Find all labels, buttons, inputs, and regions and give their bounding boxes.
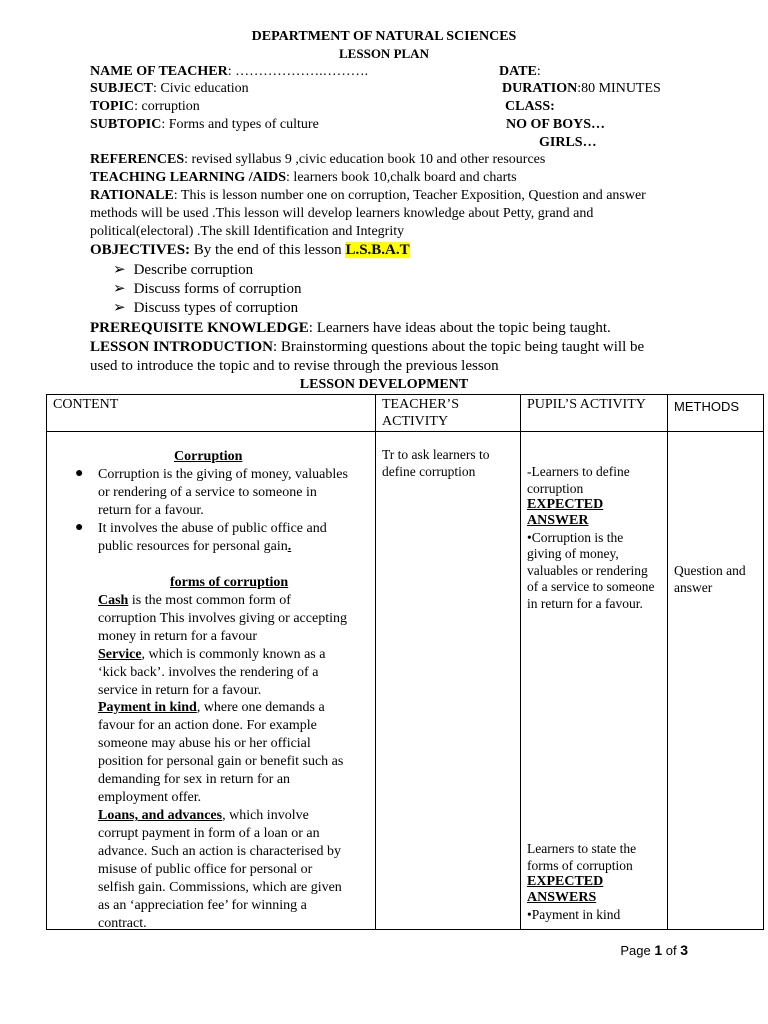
- forms-heading: forms of corruption: [170, 575, 289, 590]
- text-line: public resources for personal gain.: [98, 539, 292, 554]
- text-line: employment offer.: [98, 790, 202, 805]
- text-line: It involves the abuse of public office and: [98, 521, 327, 536]
- introduction-line: LESSON INTRODUCTION: Brainstorming questions about the topic being taught will be: [90, 339, 645, 355]
- prerequisite-line: PREREQUISITE KNOWLEDGE: Learners have ideas about the topic being taught.: [90, 320, 611, 336]
- text-line: misuse of public office for personal or: [98, 862, 313, 877]
- text-line: •Corruption is the: [527, 530, 624, 545]
- expected-label: ANSWER: [527, 513, 589, 528]
- expected-label: ANSWERS: [527, 890, 597, 905]
- text-line: Tr to ask learners to: [382, 447, 490, 462]
- text-line: corruption: [527, 481, 584, 496]
- references-line: REFERENCES: revised syllabus 9 ,civic education book 10 and other resources: [90, 152, 546, 167]
- text-line: ‘kick back’. involves the rendering of a: [98, 665, 319, 680]
- text-line: advance. Such an action is characterised by: [98, 844, 341, 859]
- bullet-icon: ●: [75, 466, 84, 481]
- text-line: contract.: [98, 916, 147, 931]
- text-line: selfish gain. Commissions, which are given: [98, 880, 342, 895]
- introduction-line-2: used to introduce the topic and to revise through the previous lesson: [90, 358, 499, 374]
- text-line: valuables or rendering: [527, 563, 648, 578]
- text-line: favour for an action done. For example: [98, 718, 317, 733]
- girls-line: GIRLS…: [539, 135, 597, 150]
- lsbat-highlight: L.S.B.A.T: [345, 242, 410, 258]
- text-line: Question and: [674, 563, 746, 578]
- lesson-development-table: [46, 394, 764, 930]
- header-pupil-activity: PUPIL’S ACTIVITY: [521, 395, 668, 432]
- teacher-activity-cell: [376, 432, 521, 930]
- teacher-line: NAME OF TEACHER: ……………….……….: [90, 64, 369, 79]
- text-line: corrupt payment in form of a loan or an: [98, 826, 320, 841]
- text-line: of a service to someone: [527, 579, 655, 594]
- text-line: in return for a favour.: [527, 596, 643, 611]
- text-line: giving of money,: [527, 546, 619, 561]
- text-line: Learners to state the: [527, 841, 637, 856]
- pupil-activity-cell: [521, 432, 668, 930]
- duration-line: DURATION:80 MINUTES: [502, 81, 661, 96]
- text-line: Cash is the most common form of: [98, 593, 291, 608]
- header-teacher-activity: TEACHER’S ACTIVITY: [376, 395, 521, 432]
- text-line: money in return for a favour: [98, 629, 257, 644]
- page-footer: Page 1 of 3: [620, 942, 688, 958]
- header-content: CONTENT: [47, 395, 376, 432]
- text-line: corruption This involves giving or accepting: [98, 611, 347, 626]
- text-line: as an ‘appreciation fee’ for winning a: [98, 898, 307, 913]
- text-line: define corruption: [382, 464, 476, 479]
- header-methods: METHODS: [668, 395, 764, 432]
- aids-line: TEACHING LEARNING /AIDS: learners book 10,chalk board and charts: [90, 170, 517, 185]
- class-line: CLASS:: [505, 99, 555, 114]
- date-line: DATE:: [499, 64, 541, 79]
- text-line: service in return for a favour.: [98, 683, 262, 698]
- text-line: Service, which is commonly known as a: [98, 647, 326, 662]
- text-line: •Payment in kind: [527, 907, 621, 922]
- lesson-plan-title: LESSON PLAN: [339, 46, 429, 61]
- content-cell: [47, 432, 376, 930]
- rationale-line-3: political(electoral) .The skill Identification and Integrity: [90, 224, 405, 239]
- text-line: forms of corruption: [527, 858, 633, 873]
- text-line: return for a favour.: [98, 503, 204, 518]
- arrow-bullet-icon: ➢: [113, 300, 126, 316]
- arrow-bullet-icon: ➢: [113, 262, 126, 278]
- objective-item: ➢ Discuss forms of corruption: [113, 281, 302, 297]
- text-line: Corruption is the giving of money, valuables: [98, 467, 348, 482]
- expected-label: EXPECTED: [527, 497, 604, 512]
- text-line: -Learners to define: [527, 464, 630, 479]
- table-header-row: [47, 395, 764, 432]
- arrow-bullet-icon: ➢: [113, 281, 126, 297]
- corruption-heading: Corruption: [174, 449, 243, 464]
- methods-cell: [668, 432, 764, 930]
- objective-item: ➢ Describe corruption: [113, 262, 254, 278]
- department-title: DEPARTMENT OF NATURAL SCIENCES: [251, 29, 517, 44]
- text-line: Loans, and advances, which involve: [98, 808, 309, 823]
- lesson-development-title: LESSON DEVELOPMENT: [299, 377, 469, 392]
- table-row: [47, 432, 764, 930]
- bullet-icon: ●: [75, 520, 84, 535]
- subject-line: SUBJECT: Civic education: [90, 81, 249, 96]
- objectives-line: OBJECTIVES: By the end of this lesson L.S.B.A.T: [90, 242, 410, 258]
- boys-line: NO OF BOYS…: [506, 117, 606, 132]
- text-line: or rendering of a service to someone in: [98, 485, 317, 500]
- text-line: position for personal gain or benefit such as: [98, 754, 344, 769]
- rationale-line: RATIONALE: This is lesson number one on corruption, Teacher Exposition, Question and answer: [90, 188, 646, 203]
- expected-label: EXPECTED: [527, 874, 604, 889]
- text-line: Payment in kind, where one demands a: [98, 700, 325, 715]
- text-line: demanding for sex in return for an: [98, 772, 291, 787]
- subtopic-line: SUBTOPIC: Forms and types of culture: [90, 117, 319, 132]
- objective-item: ➢ Discuss types of corruption: [113, 300, 299, 316]
- text-line: answer: [674, 580, 713, 595]
- text-line: someone may abuse his or her official: [98, 736, 311, 751]
- rationale-line-2: methods will be used .This lesson will develop learners knowledge about Petty, grand and: [90, 206, 594, 221]
- topic-line: TOPIC: corruption: [90, 99, 200, 114]
